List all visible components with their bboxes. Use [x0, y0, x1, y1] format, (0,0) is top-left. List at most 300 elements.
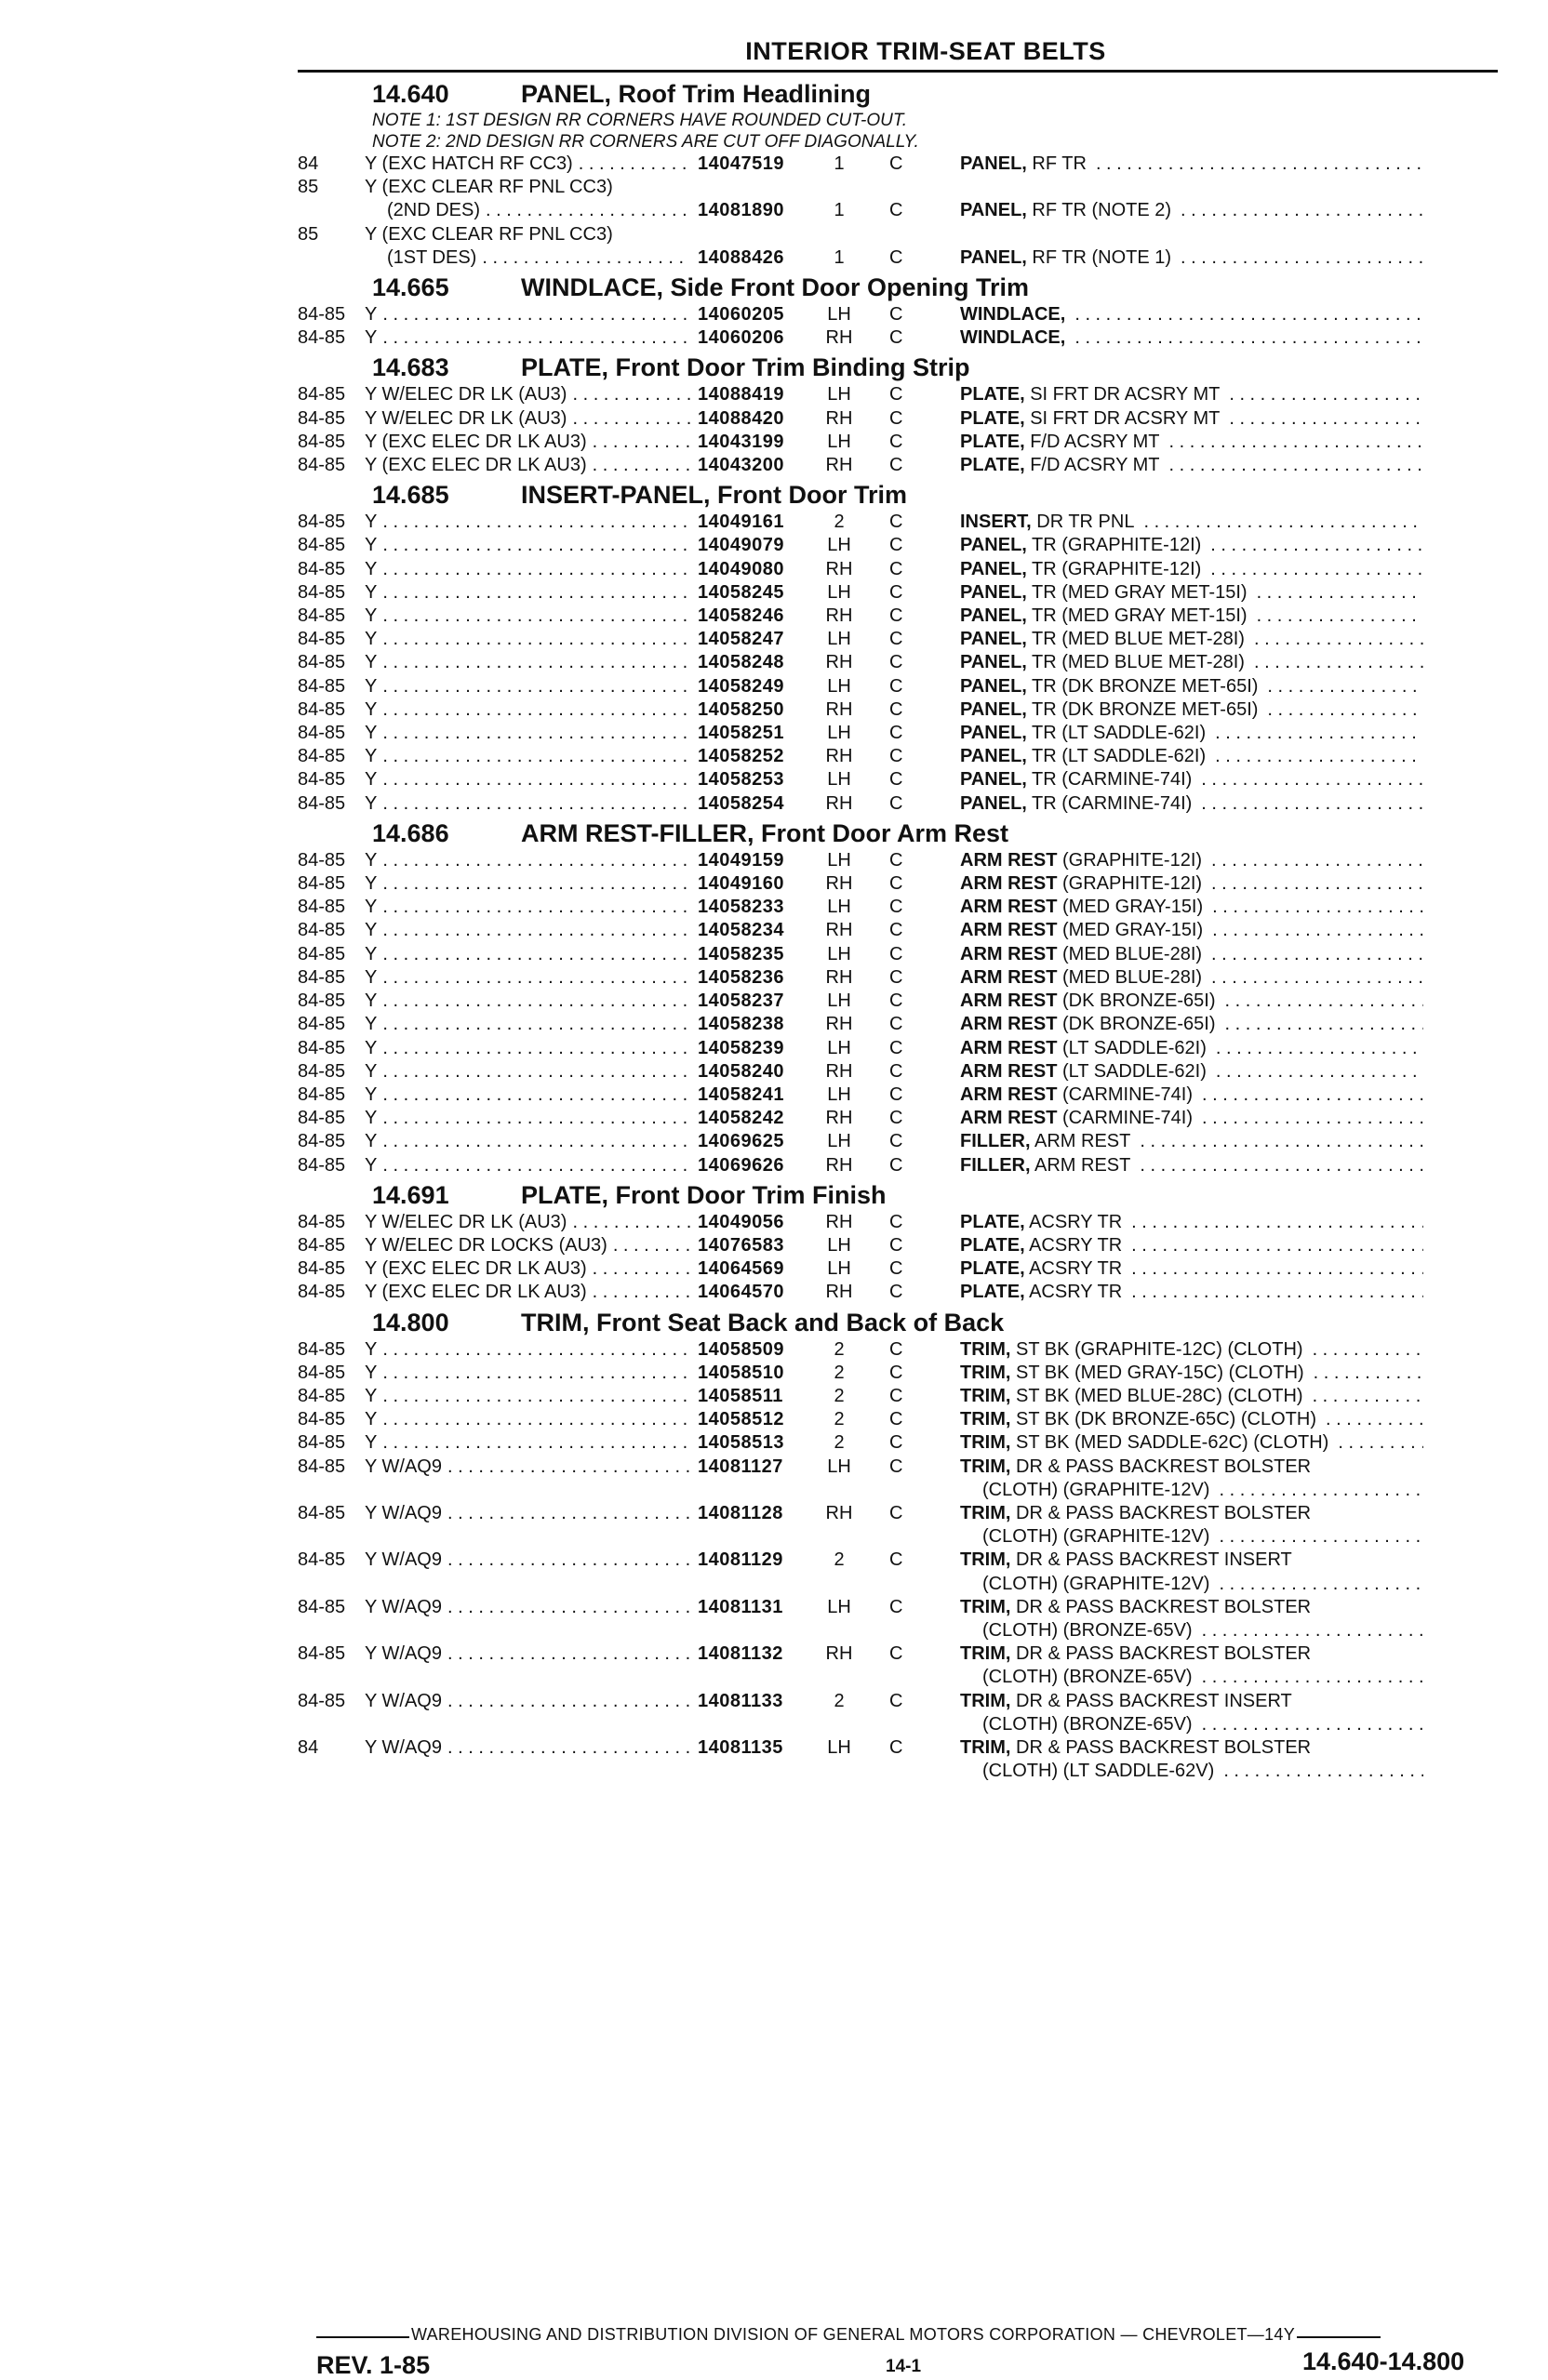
application-text: Y	[365, 512, 378, 533]
description-noun: PANEL,	[960, 246, 1027, 268]
description-text: DR & PASS BACKREST BOLSTER	[1010, 1502, 1312, 1523]
part-number: 14081133	[698, 1690, 783, 1711]
part-row	[298, 1690, 1498, 1736]
part-number: 14049080	[698, 558, 784, 579]
part-number: 14069625	[698, 1131, 784, 1152]
description-line1	[960, 431, 1159, 454]
part-row	[298, 1107, 1498, 1130]
description-noun: ARM REST	[960, 849, 1058, 871]
description-text: (MED GRAY-15I)	[1057, 897, 1204, 918]
description	[960, 581, 1423, 605]
quantity: LH	[827, 849, 851, 871]
code: C	[889, 873, 903, 895]
code: C	[889, 1014, 903, 1035]
description	[960, 966, 1423, 990]
description-line1	[960, 1130, 1130, 1153]
part-row	[298, 326, 1498, 350]
description-text: TR (MED GRAY MET-15I)	[1026, 605, 1248, 627]
application	[365, 558, 698, 581]
part-number: 14049161	[698, 512, 784, 533]
part-number: 14058242	[698, 1108, 784, 1129]
dot-leader	[593, 431, 690, 454]
quantity: 2	[834, 1409, 845, 1430]
section-heading	[372, 479, 1498, 511]
dot-leader	[1219, 1525, 1423, 1549]
description	[960, 1107, 1423, 1130]
description-line1	[960, 605, 1248, 628]
model-year: 84-85	[298, 1154, 346, 1176]
description	[960, 943, 1423, 966]
code: C	[889, 1258, 903, 1280]
part-number: 14058513	[698, 1432, 784, 1454]
section-number: 14.640	[372, 80, 449, 108]
description-line1	[960, 872, 1202, 896]
part-number: 14058246	[698, 605, 784, 627]
description-text: TR (DK BRONZE MET-65I)	[1026, 675, 1259, 697]
description-line1	[960, 1549, 1423, 1572]
description-noun: PANEL,	[960, 153, 1027, 174]
description-text: (CARMINE-74I)	[1057, 1084, 1194, 1105]
description	[960, 1596, 1423, 1642]
part-row	[298, 1037, 1498, 1060]
description	[960, 1281, 1423, 1304]
description-text: F/D ACSRY MT	[1024, 455, 1160, 476]
model-year: 84-85	[298, 873, 346, 895]
dot-leader	[382, 651, 690, 674]
application-text: Y W/AQ9	[365, 1643, 442, 1665]
application	[365, 1211, 698, 1234]
part-number: 14058234	[698, 920, 784, 941]
quantity: RH	[825, 558, 853, 579]
code: C	[889, 455, 903, 476]
part-row	[298, 1234, 1498, 1257]
dot-leader	[382, 966, 690, 990]
code: C	[889, 1596, 903, 1617]
application	[365, 407, 698, 431]
quantity: LH	[827, 1234, 851, 1256]
dot-leader	[382, 1362, 690, 1385]
page-title: INTERIOR TRIM-SEAT BELTS	[745, 37, 1106, 65]
model-year: 84	[298, 1736, 319, 1758]
dot-leader	[382, 1037, 690, 1060]
part-row	[298, 628, 1498, 651]
code: C	[889, 1643, 903, 1665]
section-title: PLATE, Front Door Trim Finish	[521, 1180, 887, 1209]
application-text: Y (EXC ELEC DR LK AU3)	[365, 455, 587, 476]
application-stack	[365, 176, 698, 222]
dot-leader	[593, 1281, 690, 1304]
model-year: 84-85	[298, 1211, 346, 1232]
description-noun: PANEL,	[960, 769, 1027, 791]
code: C	[889, 304, 903, 326]
application-text: Y (EXC ELEC DR LK AU3)	[365, 1282, 587, 1303]
dot-leader	[1168, 431, 1423, 454]
description-stack	[960, 1502, 1423, 1549]
application-text: Y	[365, 327, 378, 349]
dot-leader	[1219, 1573, 1423, 1596]
application	[365, 153, 698, 176]
description-noun: WINDLACE,	[960, 304, 1066, 326]
quantity: RH	[825, 698, 853, 720]
application-line2	[365, 199, 698, 222]
description-line1	[960, 651, 1245, 674]
description-line1	[960, 966, 1202, 990]
dot-leader	[1313, 1385, 1423, 1408]
quantity: LH	[827, 943, 851, 964]
description-noun: PANEL,	[960, 200, 1027, 221]
application	[365, 223, 698, 270]
application-text: Y	[365, 1385, 378, 1406]
description-text: DR & PASS BACKREST BOLSTER	[1010, 1596, 1312, 1617]
parts-sections	[298, 78, 1498, 1783]
description-line1	[960, 581, 1248, 605]
description-noun: ARM REST	[960, 1014, 1058, 1035]
quantity: 1	[834, 200, 845, 221]
dot-leader	[1212, 896, 1423, 919]
description-text: (GRAPHITE-12I)	[1057, 849, 1203, 871]
dot-leader	[1201, 768, 1423, 791]
description-noun: PANEL,	[960, 652, 1027, 673]
quantity: LH	[827, 581, 851, 603]
code: C	[889, 698, 903, 720]
description	[960, 698, 1423, 722]
dot-leader	[1257, 605, 1423, 628]
application	[365, 1362, 698, 1385]
code: C	[889, 605, 903, 627]
model-year: 84-85	[298, 1084, 346, 1105]
section-heading	[372, 818, 1498, 849]
part-row	[298, 1130, 1498, 1153]
description-text: ST BK (MED GRAY-15C) (CLOTH)	[1010, 1362, 1304, 1383]
description-noun: TRIM,	[960, 1690, 1011, 1711]
description-line1	[960, 511, 1134, 534]
application	[365, 849, 698, 872]
model-year: 84-85	[298, 746, 346, 767]
description-noun: PANEL,	[960, 581, 1027, 603]
catalog-page	[298, 37, 1498, 1783]
section-title: PANEL, Roof Trim Headlining	[521, 80, 872, 108]
application-text: Y	[365, 1131, 378, 1152]
description-line2	[960, 1619, 1423, 1642]
part-row	[298, 407, 1498, 431]
code: C	[889, 652, 903, 673]
application-text: Y W/AQ9	[365, 1502, 442, 1523]
description-text: TR (CARMINE-74I)	[1026, 769, 1193, 791]
section-heading	[372, 352, 1498, 383]
part-number: 14049056	[698, 1211, 784, 1232]
code: C	[889, 512, 903, 533]
description-text: ST BK (MED BLUE-28C) (CLOTH)	[1010, 1385, 1303, 1406]
part-row	[298, 1502, 1498, 1549]
application	[365, 1257, 698, 1281]
description-text: DR TR PNL	[1031, 512, 1135, 533]
description-line1	[960, 698, 1258, 722]
description	[960, 745, 1423, 768]
part-row	[298, 534, 1498, 557]
code: C	[889, 1131, 903, 1152]
quantity: RH	[825, 920, 853, 941]
dot-leader	[447, 1502, 690, 1525]
application-text: Y	[365, 1108, 378, 1129]
dot-leader	[447, 1690, 690, 1713]
header-rule	[298, 70, 1498, 73]
description	[960, 326, 1423, 350]
quantity: 1	[834, 153, 845, 174]
application-text: Y	[365, 652, 378, 673]
model-year: 84-85	[298, 384, 346, 406]
description-line1	[960, 1084, 1193, 1107]
application	[365, 1736, 698, 1760]
application	[365, 1642, 698, 1666]
description-noun: TRIM,	[960, 1385, 1011, 1406]
description-noun: ARM REST	[960, 991, 1058, 1012]
application-text: Y (EXC HATCH RF CC3)	[365, 153, 573, 174]
code: C	[889, 384, 903, 406]
code: C	[889, 1338, 903, 1360]
description-text: ACSRY TR	[1024, 1258, 1123, 1280]
code: C	[889, 1108, 903, 1129]
parts-section	[298, 352, 1498, 477]
description-noun: PLATE,	[960, 1282, 1025, 1303]
application	[365, 768, 698, 791]
part-number: 14058251	[698, 723, 784, 744]
description-text: SI FRT DR ACSRY MT	[1024, 384, 1221, 406]
dot-leader	[382, 768, 690, 791]
dot-leader	[1254, 651, 1423, 674]
part-row	[298, 511, 1498, 534]
code: C	[889, 1432, 903, 1454]
description-text-cont: (CLOTH) (BRONZE-65V)	[982, 1619, 1193, 1641]
description-text: DR & PASS BACKREST BOLSTER	[1010, 1456, 1312, 1477]
application-text: Y	[365, 304, 378, 326]
dot-leader	[382, 1154, 690, 1177]
quantity: LH	[827, 304, 851, 326]
dot-leader	[1215, 722, 1423, 745]
description	[960, 1736, 1423, 1783]
application-text: Y W/ELEC DR LOCKS (AU3)	[365, 1234, 607, 1256]
description-line1	[960, 768, 1192, 791]
quantity: RH	[825, 1060, 853, 1082]
description-line1	[960, 1060, 1207, 1084]
description-line1	[960, 1234, 1122, 1257]
part-row	[298, 1154, 1498, 1177]
dot-leader	[1140, 1130, 1423, 1153]
quantity: LH	[827, 384, 851, 406]
quantity: 2	[834, 1432, 845, 1454]
dot-leader	[1254, 628, 1423, 651]
description-stack	[960, 1690, 1423, 1736]
description-noun: ARM REST	[960, 1037, 1058, 1058]
application-text: Y	[365, 558, 378, 579]
dot-leader	[1229, 407, 1423, 431]
section-heading	[372, 1179, 1498, 1211]
part-number: 14058248	[698, 652, 784, 673]
dot-leader	[382, 1107, 690, 1130]
description	[960, 431, 1423, 454]
quantity: RH	[825, 407, 853, 429]
part-number: 14058253	[698, 769, 784, 791]
code: C	[889, 723, 903, 744]
application-text: Y	[365, 897, 378, 918]
dot-leader	[1096, 153, 1423, 176]
description	[960, 675, 1423, 698]
description-text: ACSRY TR	[1024, 1211, 1123, 1232]
model-year: 84-85	[298, 535, 346, 556]
description-text: RF TR (NOTE 1)	[1026, 246, 1172, 268]
model-year: 84-85	[298, 1385, 346, 1406]
dot-leader	[1074, 303, 1423, 326]
part-row	[298, 176, 1498, 222]
dot-leader	[593, 1257, 690, 1281]
dot-leader	[1216, 1060, 1423, 1084]
dot-leader	[1211, 966, 1423, 990]
description	[960, 1154, 1423, 1177]
part-number: 14064569	[698, 1258, 784, 1280]
code: C	[889, 407, 903, 429]
application-text: Y	[365, 792, 378, 814]
quantity: RH	[825, 1502, 853, 1523]
application-text: Y W/AQ9	[365, 1456, 442, 1477]
description	[960, 1257, 1423, 1281]
part-row	[298, 1211, 1498, 1234]
description	[960, 1456, 1423, 1502]
note-line: NOTE 1: 1ST DESIGN RR CORNERS HAVE ROUNDED CUT-OUT.	[372, 111, 908, 130]
part-row	[298, 1736, 1498, 1783]
description-line1	[960, 849, 1202, 872]
dot-leader	[1074, 326, 1423, 350]
description-text: TR (GRAPHITE-12I)	[1026, 535, 1202, 556]
part-row	[298, 454, 1498, 477]
application	[365, 1084, 698, 1107]
code: C	[889, 991, 903, 1012]
part-row	[298, 990, 1498, 1013]
model-year: 84-85	[298, 698, 346, 720]
dot-leader	[1313, 1338, 1423, 1362]
dot-leader	[382, 605, 690, 628]
part-row	[298, 1431, 1498, 1455]
quantity: RH	[825, 605, 853, 627]
part-row	[298, 966, 1498, 990]
description-noun: FILLER,	[960, 1131, 1031, 1152]
dot-leader	[1229, 383, 1423, 406]
application	[365, 534, 698, 557]
dot-leader	[1181, 246, 1423, 270]
description-text: ST BK (MED SADDLE-62C) (CLOTH)	[1010, 1432, 1329, 1454]
application	[365, 745, 698, 768]
application	[365, 1037, 698, 1060]
part-number: 14058254	[698, 792, 784, 814]
application-text: Y W/AQ9	[365, 1596, 442, 1617]
code: C	[889, 1690, 903, 1711]
model-year: 84-85	[298, 1456, 346, 1477]
description-text: TR (DK BRONZE MET-65I)	[1026, 698, 1259, 720]
dot-leader	[382, 990, 690, 1013]
part-number: 14058511	[698, 1385, 783, 1406]
model-year: 84-85	[298, 1108, 346, 1129]
part-row	[298, 1013, 1498, 1036]
description-noun: TRIM,	[960, 1432, 1011, 1454]
application-text: Y	[365, 943, 378, 964]
description-line1	[960, 1211, 1122, 1234]
part-number: 14081128	[698, 1502, 783, 1523]
section-number: 14.691	[372, 1180, 449, 1209]
description-noun: TRIM,	[960, 1549, 1011, 1571]
part-number: 14058245	[698, 581, 784, 603]
description-text: F/D ACSRY MT	[1024, 431, 1160, 452]
quantity: LH	[827, 629, 851, 650]
model-year: 84-85	[298, 792, 346, 814]
description-text: RF TR	[1026, 153, 1087, 174]
quantity: RH	[825, 873, 853, 895]
quantity: LH	[827, 1131, 851, 1152]
description-line1	[960, 1281, 1122, 1304]
description-line1	[960, 1431, 1328, 1455]
description	[960, 605, 1423, 628]
description	[960, 1385, 1423, 1408]
model-year: 84-85	[298, 455, 346, 476]
application-text: Y	[365, 581, 378, 603]
quantity: RH	[825, 1282, 853, 1303]
model-year: 84-85	[298, 897, 346, 918]
application-text: Y	[365, 849, 378, 871]
footer-rule-left	[316, 2336, 409, 2338]
model-year: 84-85	[298, 1690, 346, 1711]
model-year: 84-85	[298, 431, 346, 452]
dot-leader	[382, 1013, 690, 1036]
code: C	[889, 629, 903, 650]
description-line1	[960, 199, 1171, 222]
code: C	[889, 1282, 903, 1303]
dot-leader	[1201, 792, 1423, 816]
section-number: 14.686	[372, 818, 449, 847]
part-number: 14088426	[698, 246, 784, 268]
description-line1	[960, 1362, 1304, 1385]
application-text: Y	[365, 698, 378, 720]
part-number: 14064570	[698, 1282, 784, 1303]
description	[960, 1060, 1423, 1084]
description-line1	[960, 454, 1159, 477]
description-text-cont: (CLOTH) (LT SADDLE-62V)	[982, 1761, 1215, 1782]
part-number: 14081890	[698, 200, 784, 221]
part-row	[298, 223, 1498, 270]
application-text: Y	[365, 1084, 378, 1105]
description-noun: TRIM,	[960, 1456, 1011, 1477]
dot-leader	[1202, 1666, 1423, 1689]
part-number: 14081132	[698, 1643, 783, 1665]
section-range: 14.640-14.800	[1302, 2347, 1465, 2375]
description	[960, 1013, 1423, 1036]
description-line1	[960, 246, 1171, 270]
part-row	[298, 431, 1498, 454]
description-text-cont: (CLOTH) (GRAPHITE-12V)	[982, 1526, 1210, 1548]
description-noun: PANEL,	[960, 746, 1027, 767]
part-number: 14043199	[698, 431, 784, 452]
code: C	[889, 1211, 903, 1232]
application-line2	[365, 246, 698, 270]
code: C	[889, 327, 903, 349]
code: C	[889, 849, 903, 871]
code: C	[889, 792, 903, 814]
quantity: 2	[834, 1338, 845, 1360]
application-text: Y	[365, 605, 378, 627]
description-noun: PLATE,	[960, 407, 1025, 429]
code: C	[889, 200, 903, 221]
description-text-cont: (CLOTH) (BRONZE-65V)	[982, 1667, 1193, 1688]
part-row	[298, 849, 1498, 872]
part-number: 14058509	[698, 1338, 784, 1360]
model-year: 84-85	[298, 1643, 346, 1665]
code: C	[889, 1154, 903, 1176]
